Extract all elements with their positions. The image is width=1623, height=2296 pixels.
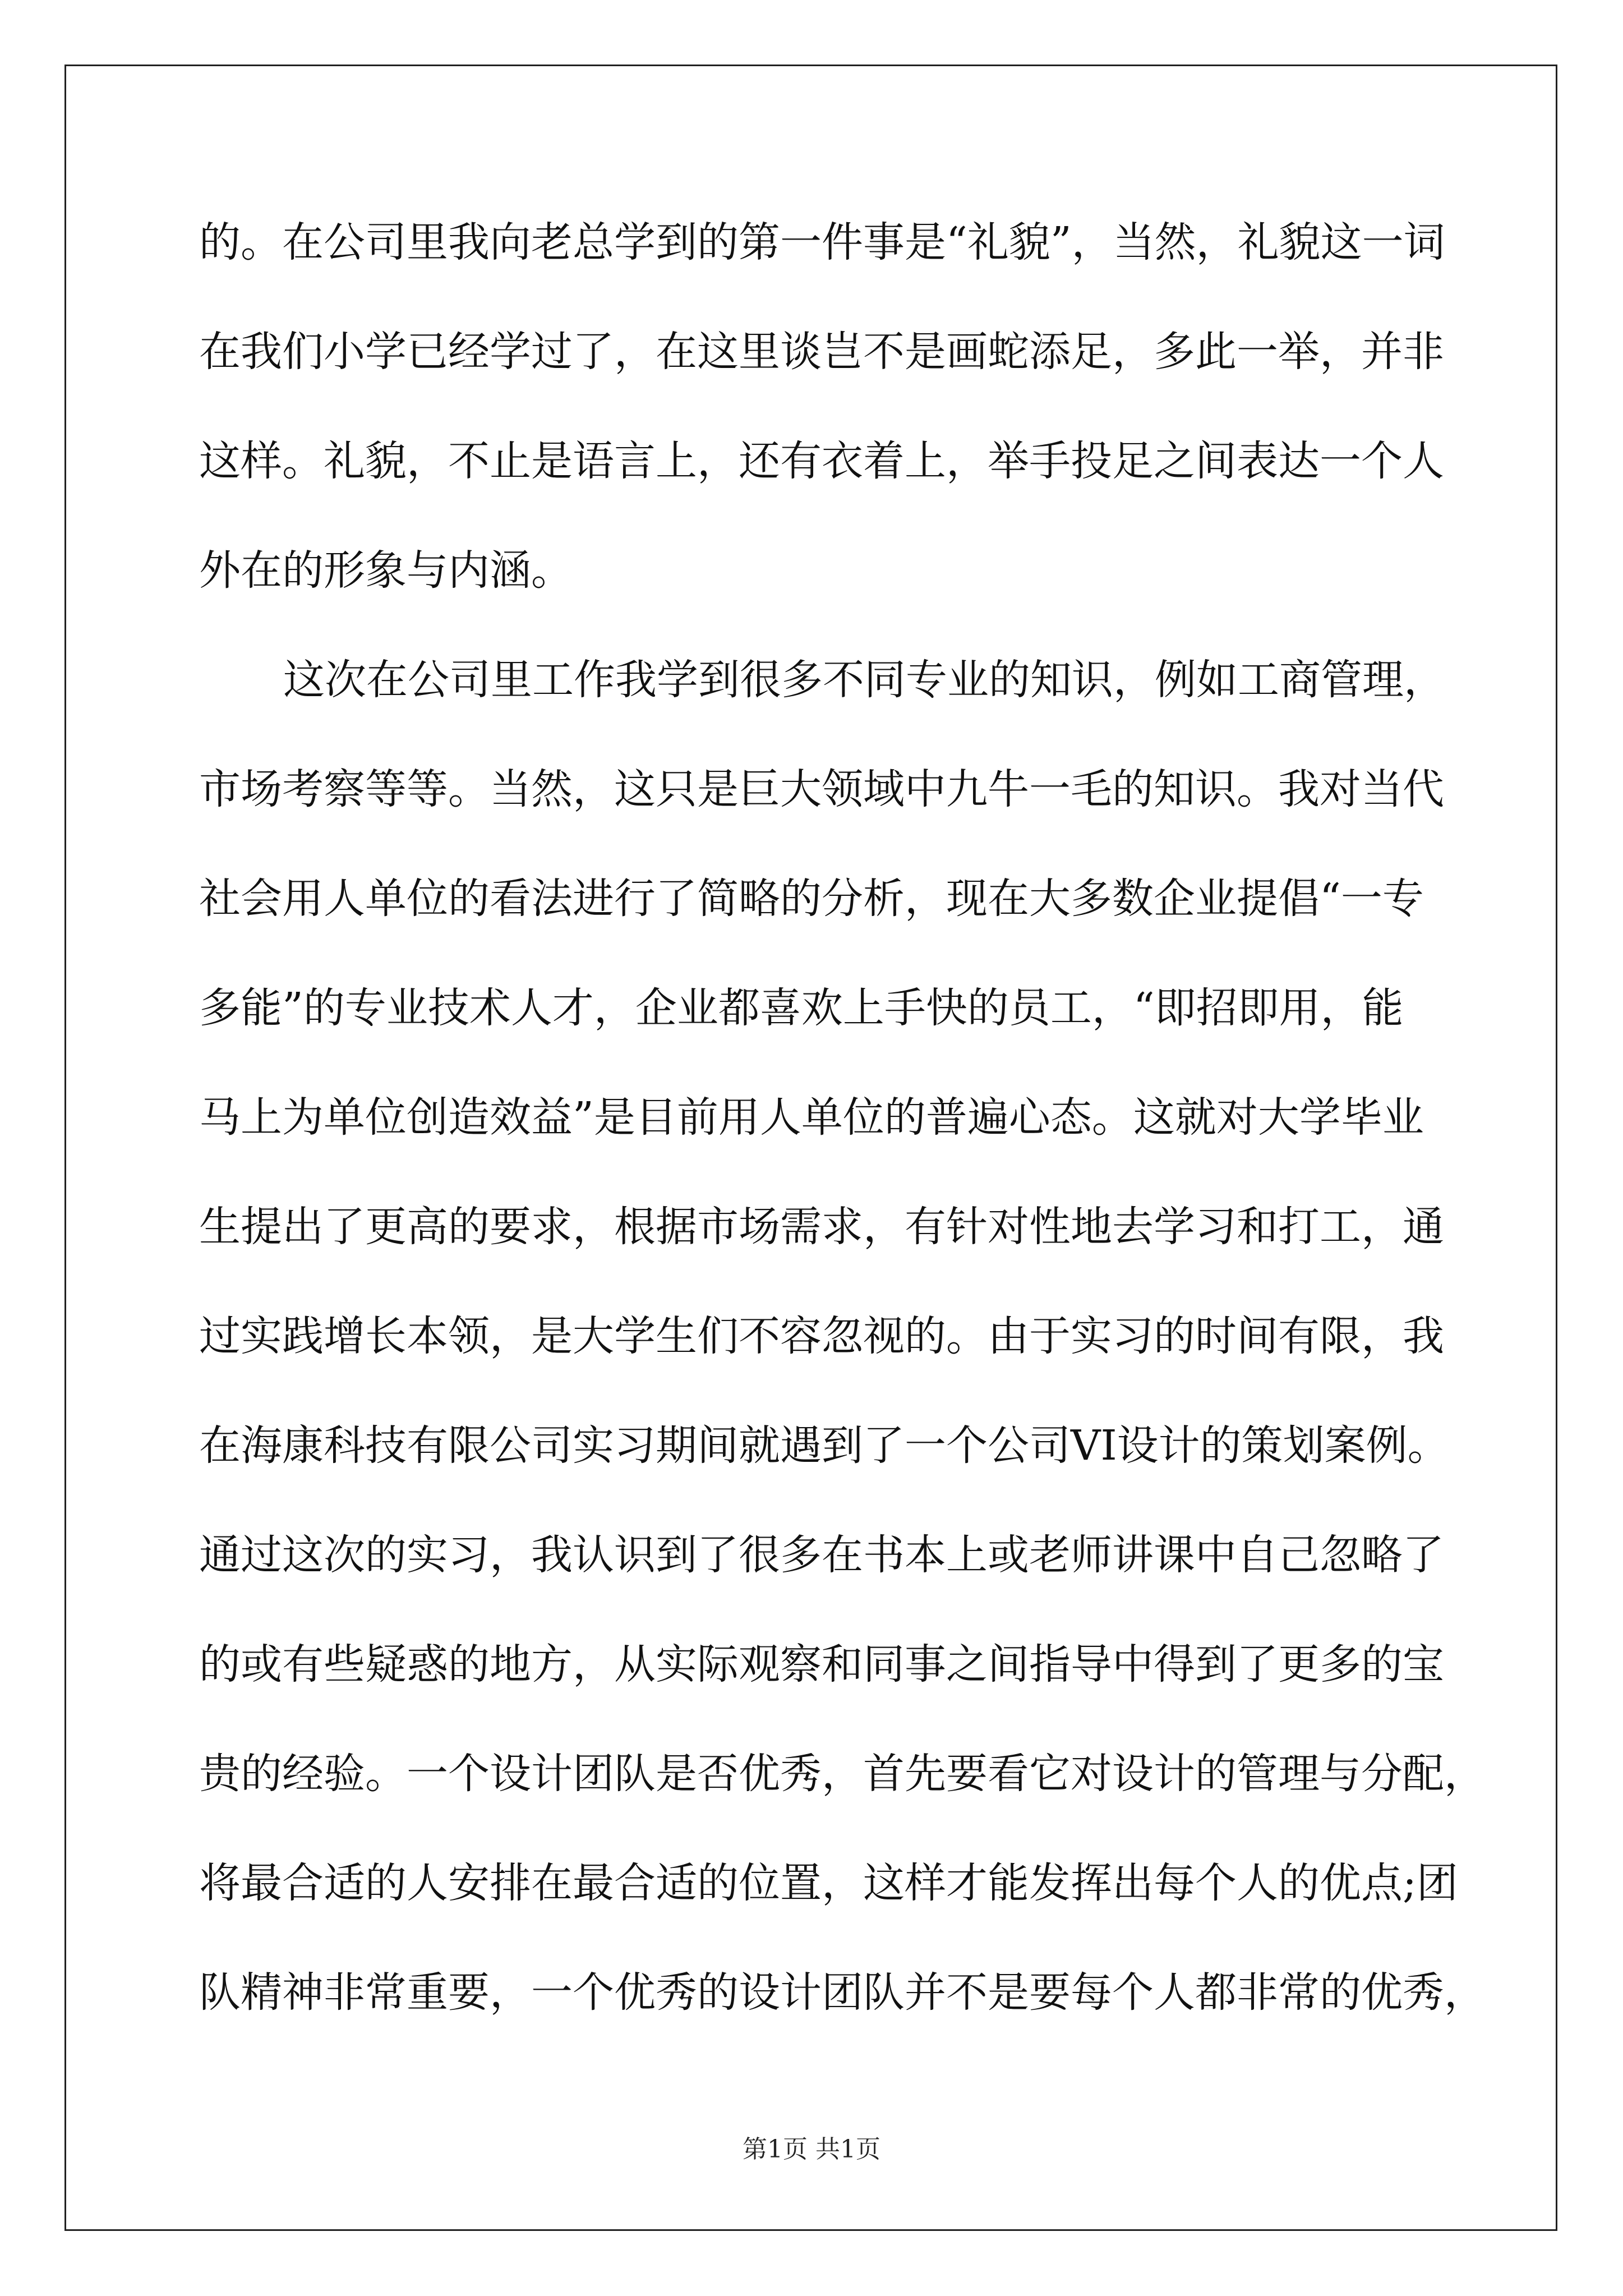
text-line: 过实践增长本领，是大学生们不容忽视的。由于实习的时间有限，我 <box>199 1312 1444 1360</box>
text-line: 这样。礼貌，不止是语言上，还有衣着上，举手投足之间表达一个人 <box>199 437 1444 485</box>
text-line: 这次在公司里工作我学到很多不同专业的知识，例如工商管理， <box>283 656 1445 704</box>
text-line: 的。在公司里我向老总学到的第一件事是“礼貌”，当然，礼貌这一词 <box>199 218 1445 266</box>
text-line: 生提出了更高的要求，根据市场需求，有针对性地去学习和打工，通 <box>199 1203 1444 1251</box>
text-line: 的或有些疑惑的地方，从实际观察和同事之间指导中得到了更多的宝 <box>199 1640 1444 1688</box>
text-line: 多能”的专业技术人才，企业都喜欢上手快的员工，“即招即用，能 <box>199 984 1404 1032</box>
text-line: 队精神非常重要，一个优秀的设计团队并不是要每个人都非常的优秀， <box>199 1968 1486 2017</box>
text-line: 市场考察等等。当然，这只是巨大领域中九牛一毛的知识。我对当代 <box>199 765 1444 813</box>
text-line: 社会用人单位的看法进行了简略的分析，现在大多数企业提倡“一专 <box>199 875 1424 923</box>
text-line: 在海康科技有限公司实习期间就遇到了一个公司VI设计的策划案例。 <box>199 1421 1449 1470</box>
text-line: 将最合适的人安排在最合适的位置，这样才能发挥出每个人的优点;团 <box>199 1859 1458 1907</box>
text-line: 在我们小学已经学过了，在这里谈岂不是画蛇添足，多此一举，并非 <box>199 328 1444 376</box>
page-footer: 第1页 共1页 <box>743 2135 880 2164</box>
text-line: 通过这次的实习，我认识到了很多在书本上或老师讲课中自己忽略了 <box>199 1531 1444 1579</box>
text-line: 外在的形象与内涵。 <box>199 546 573 595</box>
text-line: 马上为单位创造效益”是目前用人单位的普遍心态。这就对大学毕业 <box>199 1093 1424 1142</box>
text-line: 贵的经验。一个设计团队是否优秀，首先要看它对设计的管理与分配， <box>199 1750 1486 1798</box>
